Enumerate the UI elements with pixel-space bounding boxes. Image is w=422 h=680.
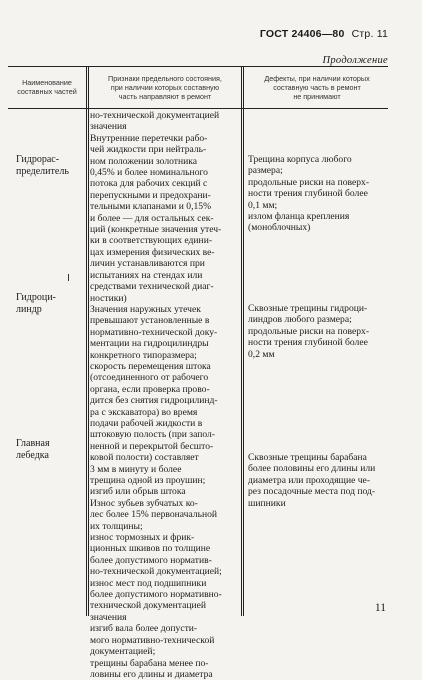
text-line: органа, если проверка прово- [90, 383, 210, 395]
text-line: средствами технической диаг- [90, 281, 214, 293]
continuation-label: Продолжение [322, 55, 388, 66]
text-line: дится без снятия гидроцилинд- [90, 395, 218, 407]
text-line: документацией; [90, 646, 156, 658]
text-line: потока для рабочих секций с [90, 178, 208, 190]
text-line: рез посадочные места под под- [248, 486, 376, 498]
text-line: ности трения глубиной более [248, 337, 368, 349]
column-header-line: Дефекты, при наличии которых [264, 73, 370, 83]
part-name-winch: Главная лебедка [16, 438, 50, 461]
text-line: ном положении золотника [90, 155, 198, 167]
text-line: и более — для остальных сек- [90, 212, 214, 224]
text-line: Сквозные трещины гидроци- [248, 303, 368, 314]
text-line: шипники [248, 497, 286, 509]
column-header-parts [8, 68, 86, 106]
text-line: более допустимого нормативно- [90, 589, 222, 601]
text-line: тельными клапанами и 0,15% [90, 201, 212, 213]
column-header-line: Наименование [22, 78, 72, 87]
text-line: 3 мм в минуту и более [90, 463, 182, 475]
text-line: ковой полости) составляет [90, 452, 199, 464]
text-line: личин устанавливаются при [90, 258, 205, 270]
defects-winch [248, 452, 388, 509]
text-line: ционных шкивов по толщине [90, 543, 211, 555]
text-line: скорость перемещения штока [90, 360, 211, 372]
text-line: значения [90, 121, 127, 133]
column-header-line: составную часть в ремонт [273, 82, 361, 92]
text-line: превышают установленные в [90, 315, 210, 327]
repair-criteria-column [90, 110, 240, 680]
text-line: 0,45% и более номинального [90, 167, 208, 179]
text-line: Сквозные трещины барабана [248, 452, 367, 463]
text-line: подачи рабочей жидкости в [90, 417, 203, 429]
text-line: их толщины; [90, 520, 143, 532]
defects-distributor [248, 154, 388, 234]
text-line: 0,2 мм [248, 348, 275, 360]
text-line: ности трения глубиной более [248, 188, 368, 200]
text-line: лес более 15% первоначальной [90, 509, 218, 521]
text-line: конкретного типоразмера; [90, 349, 197, 361]
text-line: ки в соответствующих едини- [90, 235, 213, 247]
page-number: 11 [374, 602, 386, 614]
text-line: значения [90, 611, 127, 623]
text-line: технической документацией [90, 600, 207, 612]
text-line: перепускными и предохрани- [90, 189, 211, 201]
text-line: износ тормозных и фрик- [90, 532, 195, 544]
text-line: цах измерения физических ве- [90, 246, 215, 258]
column-header-defects [246, 68, 388, 106]
standard-code: ГОСТ 24406—80 [259, 28, 345, 40]
text-line: линдров любого размера; [248, 314, 352, 326]
text-line: 0,1 мм; [248, 199, 278, 211]
column-divider-2 [241, 66, 244, 616]
part-name-distributor: Гидрорас- пределитель [16, 154, 69, 177]
text-line: продольные риски на поверх- [248, 176, 370, 188]
text-line: ностики) [90, 292, 127, 304]
text-line: Внутренние перетечки рабо- [90, 132, 208, 144]
text-line: чей жидкости при нейтраль- [90, 144, 207, 156]
text-line: более допустимого норматив- [90, 554, 212, 566]
text-line: износ мест под подшипники [90, 577, 207, 589]
table-top-border [8, 66, 388, 67]
part-name-cylinder: Гидроци- линдр [16, 292, 56, 315]
text-line: Износ зубьев зубчатых ко- [90, 497, 198, 509]
column-divider-1 [86, 66, 89, 616]
text-line: трещины барабана менее по- [90, 657, 209, 669]
column-header-line: не принимают [293, 91, 341, 101]
text-line: размера; [248, 165, 283, 177]
defects-cylinder [248, 303, 388, 360]
column-header-line: при наличии которых составную [110, 82, 220, 92]
column-header-line: составных частей [17, 87, 77, 96]
text-line: диаметра или проходящие че- [248, 474, 371, 486]
text-line: ций (конкретные значения утеч- [90, 224, 222, 236]
text-line: более половины его длины или [248, 463, 376, 475]
document-header [260, 28, 388, 40]
text-line: ловины его длины и диаметра [90, 668, 213, 680]
text-line: но-технической документацией; [90, 566, 222, 578]
text-line: испытаниях на стендах или [90, 269, 203, 281]
page-label: Стр. 11 [351, 28, 388, 40]
text-line: продольные риски на поверх- [248, 325, 370, 337]
text-line: (моноблочных) [248, 222, 311, 234]
text-line: ра с экскаватора) во время [90, 406, 198, 418]
column-header-criteria [90, 68, 240, 106]
text-line: штоковую полость (при запол- [90, 429, 216, 441]
text-line: ненной и перекрытой бесшто- [90, 440, 214, 452]
column-header-line: часть направляют в ремонт [118, 91, 212, 101]
defects-table [8, 66, 388, 680]
text-line: Значения наружных утечек [90, 303, 201, 315]
text-line: Трещина корпуса любого [248, 154, 352, 165]
text-line: изгиб вала более допусти- [90, 623, 198, 635]
column-header-line: Признаки предельного состояния, [108, 73, 222, 83]
text-line: (отсоединенного от рабочего [90, 372, 209, 384]
text-line: нормативно-технической доку- [90, 326, 218, 338]
margin-tick-mark [68, 274, 69, 281]
text-line: ментации на гидроцилиндры [90, 338, 209, 350]
text-line: излом фланца крепления [248, 211, 350, 223]
text-line: мого нормативно-технической [90, 634, 215, 646]
text-line: изгиб или обрыв штока [90, 486, 186, 498]
table-header-border [8, 108, 388, 109]
text-line: трещина одной из проушин; [90, 475, 206, 486]
text-line: но-технической документацией [90, 110, 220, 121]
